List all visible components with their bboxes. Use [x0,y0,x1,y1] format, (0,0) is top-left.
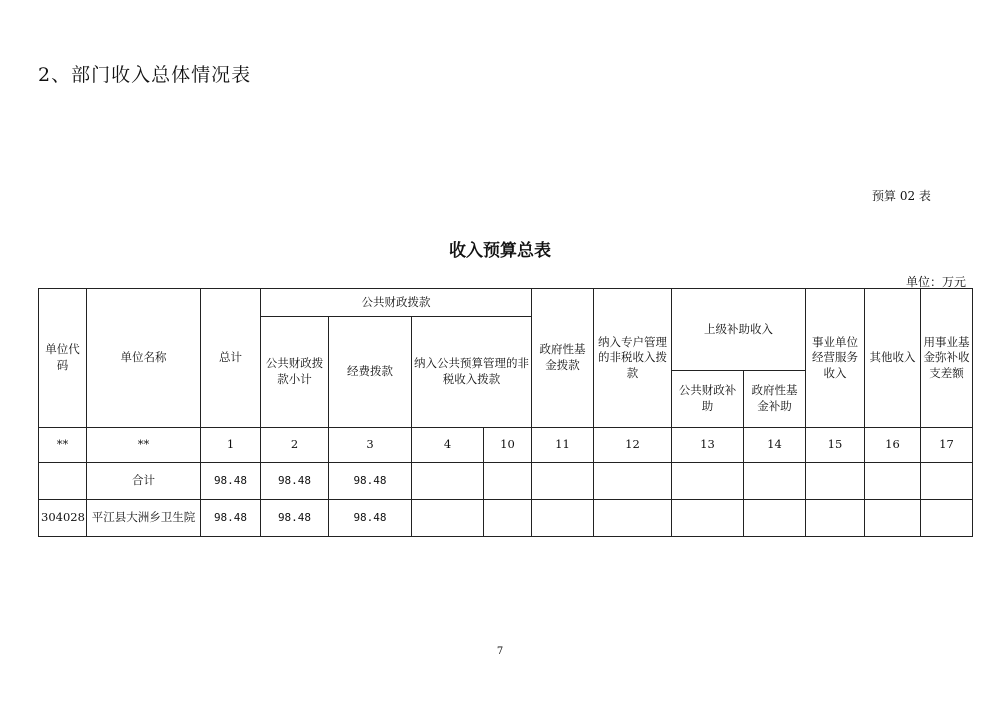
header-non-tax-income: 纳入公共预算管理的非税收入拨款 [412,317,532,428]
index-cell: 3 [329,428,412,463]
row-empty-cell [806,463,865,500]
row-empty-cell [865,463,921,500]
form-code: 预算 02 表 [872,189,931,203]
row-empty-cell [484,463,532,500]
document-title: 收入预算总表 [449,241,551,261]
row-funding-allocation: 98.48 [329,500,412,537]
row-empty-cell [672,463,744,500]
row-empty-cell [921,500,973,537]
row-empty-cell [594,463,672,500]
row-empty-cell [672,500,744,537]
row-total: 98.48 [201,463,261,500]
income-budget-table [38,288,973,537]
header-funding-allocation: 经费拨款 [329,317,412,428]
header-superior-subsidy-group: 上级补助收入 [672,289,806,371]
row-total: 98.48 [201,500,261,537]
row-unit-name: 合计 [87,463,201,500]
index-cell: 17 [921,428,973,463]
header-total: 总计 [201,289,261,428]
header-special-account: 纳入专户管理的非税收入拨款 [594,289,672,428]
table-row [39,463,973,500]
header-unit-name: 单位名称 [87,289,201,428]
header-reserve-fund: 用事业基金弥补收支差额 [921,289,973,428]
row-empty-cell [532,463,594,500]
index-cell: 13 [672,428,744,463]
header-gov-fund: 政府性基金拨款 [532,289,594,428]
index-cell: 16 [865,428,921,463]
header-public-finance-group: 公共财政拨款 [261,289,532,317]
index-cell: 12 [594,428,672,463]
row-funding-allocation: 98.48 [329,463,412,500]
index-cell: 15 [806,428,865,463]
row-public-finance-subtotal: 98.48 [261,500,329,537]
row-empty-cell [865,500,921,537]
row-unit-name: 平江县大洲乡卫生院 [87,500,201,537]
row-unit-code: 304028 [39,500,87,537]
index-cell: ** [87,428,201,463]
index-cell: ** [39,428,87,463]
row-empty-cell [484,500,532,537]
row-empty-cell [594,500,672,537]
index-row [39,428,973,463]
row-public-finance-subtotal: 98.48 [261,463,329,500]
header-row-1 [39,289,973,317]
index-cell: 2 [261,428,329,463]
table-row [39,500,973,537]
row-unit-code [39,463,87,500]
unit-note: 单位：万元 [906,275,967,289]
index-cell: 11 [532,428,594,463]
header-superior-public-finance: 公共财政补助 [672,371,744,428]
row-empty-cell [921,463,973,500]
header-superior-gov-fund: 政府性基金补助 [744,371,806,428]
row-empty-cell [744,463,806,500]
header-other-income: 其他收入 [865,289,921,428]
index-cell: 10 [484,428,532,463]
index-cell: 1 [201,428,261,463]
row-empty-cell [532,500,594,537]
header-public-finance-subtotal: 公共财政拨款小计 [261,317,329,428]
row-empty-cell [744,500,806,537]
page-number: 7 [496,646,504,657]
row-empty-cell [806,500,865,537]
index-cell: 4 [412,428,484,463]
section-heading: 2、部门收入总体情况表 [38,64,252,86]
header-unit-code: 单位代码 [39,289,87,428]
row-empty-cell [412,463,484,500]
index-cell: 14 [744,428,806,463]
row-empty-cell [412,500,484,537]
header-business-income: 事业单位经营服务收入 [806,289,865,428]
